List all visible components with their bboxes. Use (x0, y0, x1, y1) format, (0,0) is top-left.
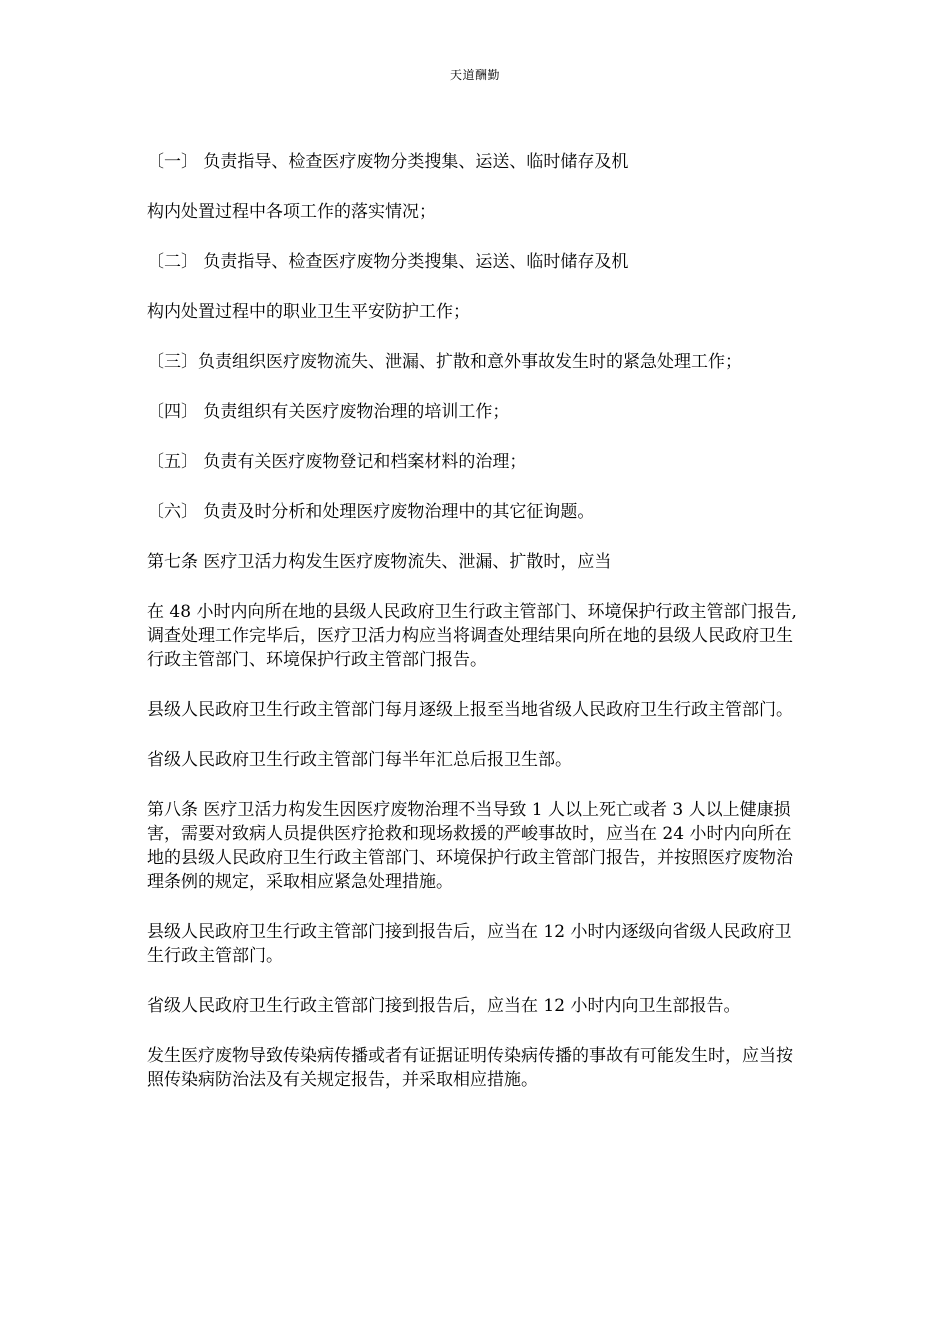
paragraph-10: 在 48 小时内向所在地的县级人民政府卫生行政主管部门、环境保护行政主管部门报告,调查处理工作完毕后，医疗卫活力构应当将调查处理结果向所在地的县级人民政府卫生行政主管部门、环境保护行政主管部门报告。 (147, 602, 797, 670)
paragraph-12: 省级人民政府卫生行政主管部门每半年汇总后报卫生部。 (147, 750, 572, 770)
paragraph-3: 〔二〕 负责指导、检查医疗废物分类搜集、运送、临时储存及机 (147, 252, 629, 272)
paragraph-2: 构内处置过程中各项工作的落实情况； (147, 202, 436, 222)
paragraph-14: 县级人民政府卫生行政主管部门接到报告后，应当在 12 小时内逐级向省级人民政府卫生行政主管部门。 (147, 922, 792, 966)
paragraph-8: 〔六〕 负责及时分析和处理医疗废物治理中的其它征询题。 (147, 502, 595, 522)
paragraph-13: 第八条 医疗卫活力构发生因医疗废物治理不当导致 1 人以上死亡或者 3 人以上健康损害，需要对致病人员提供医疗抢救和现场救援的严峻事故时，应当在 24 小时内向所在地的县级人民政府卫生行政主管部门、环境保护行政主管部门报告，并按照医疗废物治理条例的规定，采取相应紧急处理措施。 (147, 800, 793, 892)
paragraph-4: 构内处置过程中的职业卫生平安防护工作； (147, 302, 470, 322)
page-header: 天道酬勤 (449, 68, 500, 82)
paragraph-11: 县级人民政府卫生行政主管部门每月逐级上报至当地省级人民政府卫生行政主管部门。 (147, 700, 793, 720)
paragraph-6: 〔四〕 负责组织有关医疗废物治理的培训工作； (147, 402, 510, 422)
paragraph-5: 〔三〕负责组织医疗废物流失、泄漏、扩散和意外事故发生时的紧急处理工作； (147, 352, 742, 372)
document-body (147, 150, 807, 1118)
paragraph-9: 第七条 医疗卫活力构发生医疗废物流失、泄漏、扩散时，应当 (147, 552, 612, 572)
paragraph-7: 〔五〕 负责有关医疗废物登记和档案材料的治理； (147, 452, 527, 472)
paragraph-16: 发生医疗废物导致传染病传播或者有证据证明传染病传播的事故有可能发生时，应当按照传染病防治法及有关规定报告，并采取相应措施。 (147, 1046, 793, 1090)
paragraph-15: 省级人民政府卫生行政主管部门接到报告后，应当在 12 小时内向卫生部报告。 (147, 996, 741, 1016)
paragraph-1: 〔一〕 负责指导、检查医疗废物分类搜集、运送、临时储存及机 (147, 152, 629, 172)
